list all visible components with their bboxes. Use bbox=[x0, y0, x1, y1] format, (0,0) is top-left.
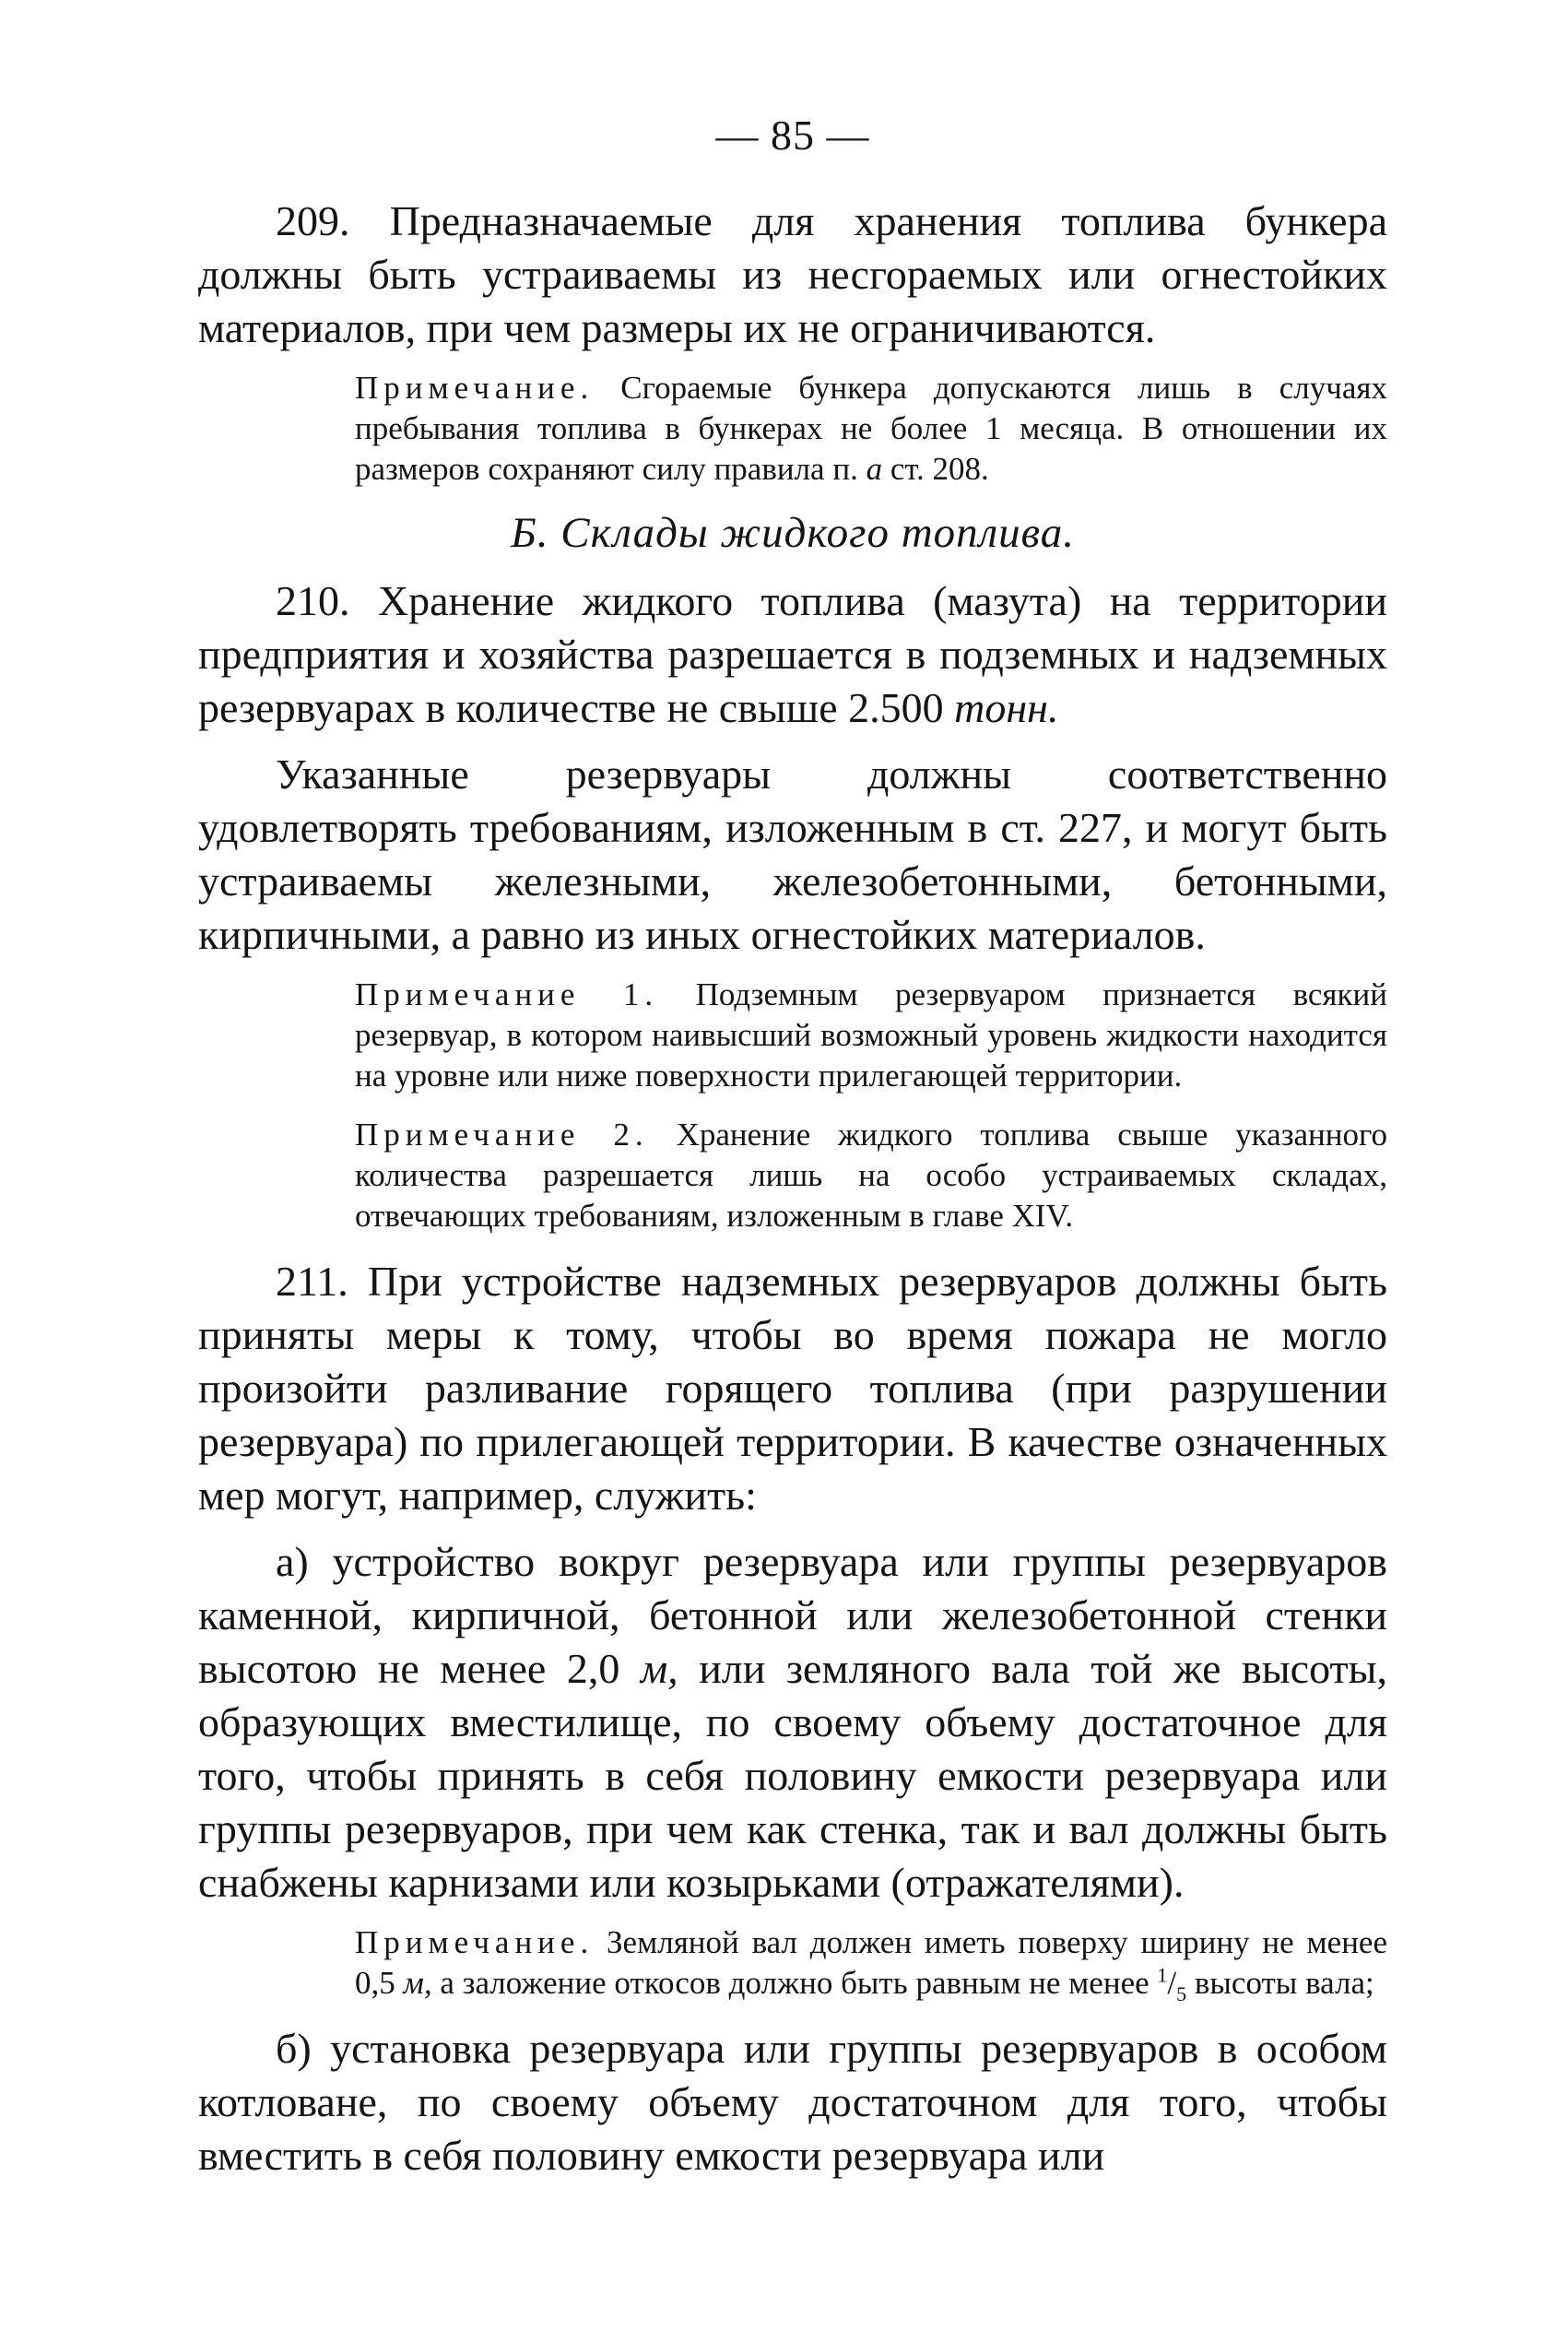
fraction-separator: / bbox=[1167, 1965, 1177, 2001]
note-text: Сгораемые бункера допускаются лишь в случаях пребывания топлива в бункерах не более 1 месяца. В отношении их размеров сохраняют силу правила п. bbox=[355, 370, 1387, 487]
note-210-1 bbox=[198, 975, 1387, 1096]
note-text: Земляной вал должен иметь поверху ширину не менее 0,5 bbox=[355, 1924, 1387, 2001]
note-italic-ref: а bbox=[866, 451, 883, 487]
paragraph-210-unit: тонн. bbox=[954, 684, 1059, 731]
paragraph-210-text: 210. Хранение жидкого топлива (мазута) на территории предприятия и хозяйства разрешается в подземных и надземных резервуарах в количестве не свыше 2.500 bbox=[198, 577, 1387, 731]
item-a-text-end: или земляного вала той же высоты, образующих вместилище, по своему объему достаточное для того, чтобы принять в себя половину емкости резервуара или группы резервуаров, при чем как стенка, так и вал должны быть снабжены карнизами или козырьками (отражателями). bbox=[198, 1645, 1388, 1906]
page bbox=[198, 111, 1387, 2195]
section-heading-b: Б. Склады жидкого топлива. bbox=[511, 509, 1075, 557]
paragraph-209: 209. Предназначаемые для хранения топлива бункера должны быть устраиваемы из несгораемых или огнестойких материалов, при чем размеры их не ограничиваются. bbox=[198, 197, 1387, 351]
note-label: Примечание. bbox=[355, 370, 595, 406]
note-unit: м, bbox=[403, 1965, 432, 2001]
paragraph-211a bbox=[198, 1535, 1387, 1910]
page-number: — 85 — bbox=[715, 112, 870, 159]
item-a-text: а) устройство вокруг резервуара или группы резервуаров каменной, кирпичной, бетонной или железобетонной стенки высотою не менее 2,0 bbox=[198, 1538, 1387, 1692]
note-209 bbox=[198, 368, 1387, 490]
item-a-unit: м, bbox=[640, 1645, 678, 1692]
note-text: Подземным резервуаром признается всякий резервуар, в котором наивысший возможный уровень жидкости находится на уровне или ниже поверхности прилегающей территории. bbox=[355, 976, 1387, 1094]
note-text-middle: а заложение откосов должно быть равным не менее bbox=[431, 1965, 1158, 2001]
note-text-end: высоты вала; bbox=[1186, 1965, 1374, 2001]
paragraph-210b: Указанные резервуары должны соответственно удовлетворять требованиям, изложенным в ст. 227, и могут быть устраиваемы железными, железобетонными, бетонными, кирпичными, а равно из иных огнестойких материалов. bbox=[198, 751, 1387, 958]
note-text: Хранение жидкого топлива свыше указанного количества разрешается лишь на особо устраиваемых складах, отвечающих требованиям, изложенным в главе XIV. bbox=[355, 1117, 1388, 1234]
note-label: Примечание 2. bbox=[355, 1117, 649, 1153]
note-210-2 bbox=[198, 1115, 1387, 1236]
note-211 bbox=[198, 1922, 1387, 2004]
fraction-denominator: 5 bbox=[1176, 1982, 1187, 2005]
paragraph-210 bbox=[198, 574, 1387, 735]
paragraph-211b: б) установка резервуара или группы резервуаров в особом котловане, по своему объему достаточном для того, чтобы вместить в себя половину емкости резервуара или bbox=[198, 2025, 1387, 2179]
note-label: Примечание 1. bbox=[355, 976, 659, 1012]
note-text-end: ст. 208. bbox=[882, 451, 989, 487]
fraction-numerator: 1 bbox=[1157, 1963, 1168, 1987]
paragraph-211: 211. При устройстве надземных резервуаров должны быть приняты меры к тому, чтобы во время пожара не могло произойти разливание горящего топлива (при разрушении резервуара) по прилегающей территории. В качестве означенных мер могут, например, служить: bbox=[198, 1258, 1387, 1519]
note-label: Примечание. bbox=[355, 1924, 595, 1960]
